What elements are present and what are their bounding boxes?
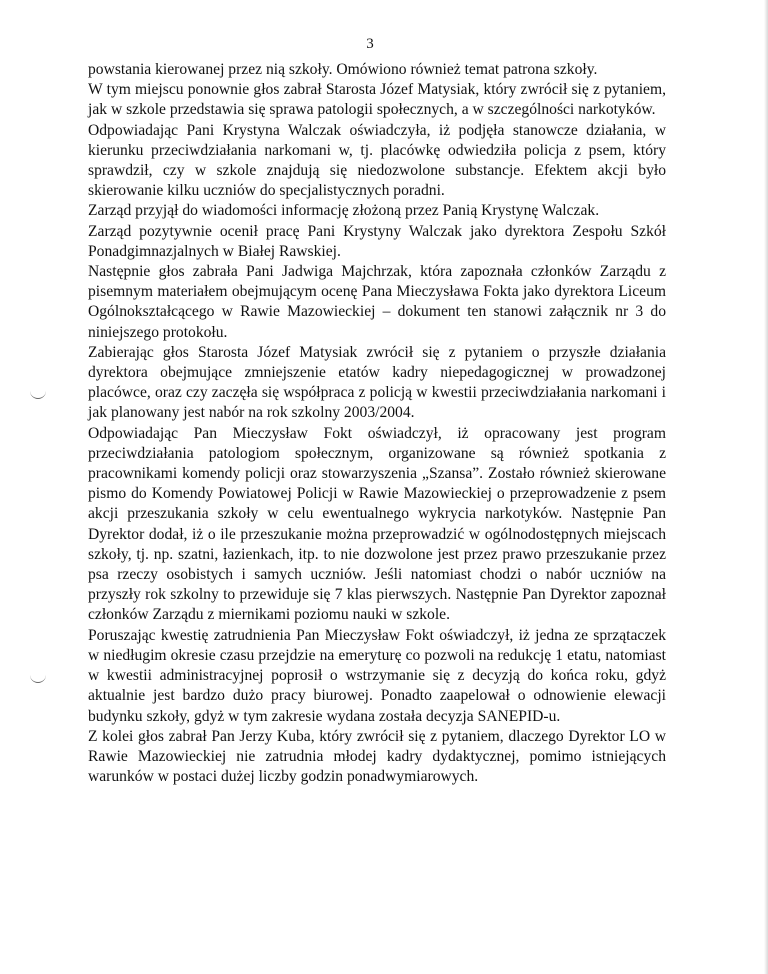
paragraph-10: Z kolei głos zabrał Pan Jerzy Kuba, który zwrócił się z pytaniem, dlaczego Dyrektor LO w Rawie Mazowieckiej nie zatrudnia młodej kadry dydaktycznej, pomimo istniejących warunków w postaci dużej liczby godzin ponadwymiarowych. (88, 727, 666, 786)
page-number: 3 (366, 36, 374, 52)
paragraph-2: W tym miejscu ponownie głos zabrał Starosta Józef Matysiak, który zwrócił się z pytaniem, jak w szkole przedstawia się sprawa patologii społecznych, a w szczególności narkotyków. (88, 81, 666, 119)
paragraph-1: powstania kierowanej przez nią szkoły. Omówiono również temat patrona szkoły. (88, 61, 598, 78)
paragraph-3: Odpowiadając Pani Krystyna Walczak oświadczyła, iż podjęła stanowcze działania, w kierunku przeciwdziałania narkomani w, tj. placówkę odwiedziła policja z psem, który sprawdził, czy w szkole znajdują się niedozwolone substancje. Efektem akcji było skierowanie kilku uczniów do specjalistycznych poradni. (88, 121, 666, 200)
paragraph-6: Następnie głos zabrała Pani Jadwiga Majchrzak, która zapoznała członków Zarządu z pisemnym materiałem obejmującym ocenę Pana Mieczysława Fokta jako dyrektora Liceum Ogólnokształcącego w Rawie Mazowieckiej – dokument ten stanowi załącznik nr 3 do niniejszego protokołu. (88, 263, 666, 341)
paragraph-5: Zarząd pozytywnie ocenił pracę Pani Krystyny Walczak jako dyrektora Zespołu Szkół Ponadgimnazjalnych w Białej Rawskiej. (88, 222, 666, 260)
paragraph-8: Odpowiadając Pan Mieczysław Fokt oświadczył, iż opracowany jest program przeciwdziałania patologiom społecznym, organizowane są również spotkania z pracownikami komendy policji oraz stowarzyszenia „Szansa”. Zostało również skierowane pismo do Komendy Powiatowej Policji w Rawie Mazowieckiej o przeprowadzenie z psem akcji przeszukania szkoły w celu ewentualnego wykrycia narkotyków. Następnie Pan Dyrektor dodał, iż o ile przeszukanie można przeprowadzić w ogólnodostępnych miejscach szkoły, tj. np. szatni, łazienkach, itp. to nie dozwolone jest przez prawo przeszukanie przez psa rzeczy osobistych i samych uczniów. Jeśli natomiast chodzi o nabór uczniów na przyszły rok szkolny to przewiduje się 7 klas pierwszych. Następnie Pan Dyrektor zapoznał członków Zarządu z miernikami poziomu nauki w szkole. (88, 424, 666, 624)
paragraph-9: Poruszając kwestię zatrudnienia Pan Mieczysław Fokt oświadczył, iż jedna ze sprzątaczek w niedługim okresie czasu przejdzie na emeryturę co pozwoli na redukcję 1 etatu, natomiast w kwestii administracyjnej poprosił o wstrzymanie się z decyzją do końca roku, gdyż aktualnie jest bardzo dużo pracy biurowej. Ponadto zaapelował o odnowienie elewacji budynku szkoły, gdyż w tym zakresie wydana została decyzja SANEPID-u. (88, 626, 666, 725)
scan-edge-shadow (764, 0, 768, 974)
paragraph-7: Zabierając głos Starosta Józef Matysiak zwrócił się z pytaniem o przyszłe działania dyrektora obejmujące zmniejszenie etatów kadry niepedagogicznej w prowadzonej placówce, oraz czy zaczęła się współpraca z policją w kwestii przeciwdziałania narkomani i jak planowany jest nabór na rok szkolny 2003/2004. (88, 343, 666, 422)
punch-hole-mark-upper (30, 390, 46, 399)
paragraph-4: Zarząd przyjął do wiadomości informację złożoną przez Panią Krystynę Walczak. (88, 202, 600, 220)
punch-hole-mark-lower (30, 674, 46, 683)
document-body (88, 60, 666, 787)
